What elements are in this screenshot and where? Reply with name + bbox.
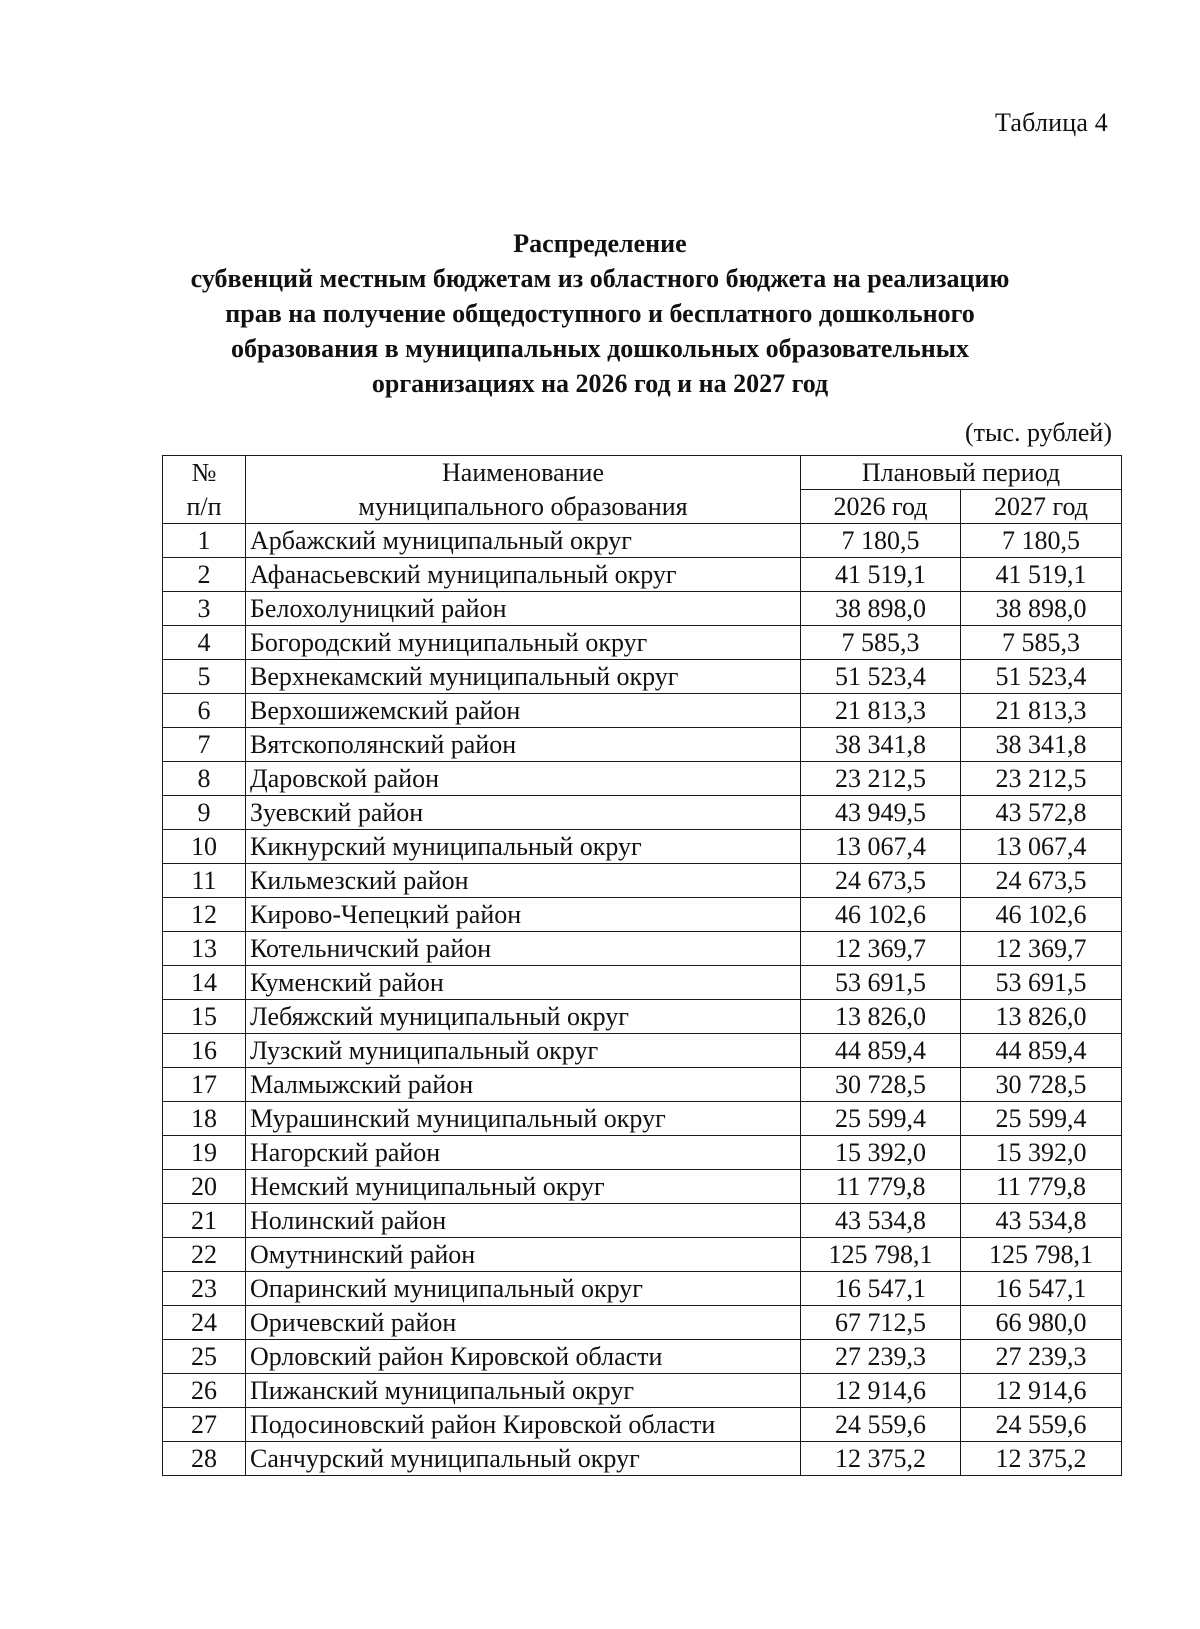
- table-row: [163, 1068, 1122, 1102]
- table-row: [163, 864, 1122, 898]
- municipality-name: Вятскополянский район: [246, 728, 801, 762]
- value-2027: 46 102,6: [961, 898, 1122, 932]
- table-row: [163, 1170, 1122, 1204]
- row-number: 10: [163, 830, 246, 864]
- municipality-name: Орловский район Кировской области: [246, 1340, 801, 1374]
- table-row: [163, 558, 1122, 592]
- value-2026: 46 102,6: [801, 898, 961, 932]
- municipality-name: Малмыжский район: [246, 1068, 801, 1102]
- value-2027: 44 859,4: [961, 1034, 1122, 1068]
- value-2027: 38 898,0: [961, 592, 1122, 626]
- header-year-2026: 2026 год: [801, 490, 961, 524]
- row-number: 24: [163, 1306, 246, 1340]
- value-2027: 24 559,6: [961, 1408, 1122, 1442]
- header-year-2027: 2027 год: [961, 490, 1122, 524]
- municipality-name: Даровской район: [246, 762, 801, 796]
- table-row: [163, 1204, 1122, 1238]
- municipality-name: Белохолуницкий район: [246, 592, 801, 626]
- value-2027: 43 534,8: [961, 1204, 1122, 1238]
- table-body: [163, 524, 1122, 1476]
- value-2026: 38 898,0: [801, 592, 961, 626]
- value-2026: 23 212,5: [801, 762, 961, 796]
- table-row: [163, 1374, 1122, 1408]
- row-number: 23: [163, 1272, 246, 1306]
- table-row: [163, 1408, 1122, 1442]
- value-2027: 38 341,8: [961, 728, 1122, 762]
- value-2027: 41 519,1: [961, 558, 1122, 592]
- municipality-name: Нагорский район: [246, 1136, 801, 1170]
- value-2026: 27 239,3: [801, 1340, 961, 1374]
- table-row: [163, 694, 1122, 728]
- row-number: 1: [163, 524, 246, 558]
- value-2026: 21 813,3: [801, 694, 961, 728]
- value-2027: 15 392,0: [961, 1136, 1122, 1170]
- municipality-name: Подосиновский район Кировской области: [246, 1408, 801, 1442]
- value-2026: 125 798,1: [801, 1238, 961, 1272]
- municipality-name: Верхнекамский муниципальный округ: [246, 660, 801, 694]
- value-2026: 67 712,5: [801, 1306, 961, 1340]
- table-row: [163, 592, 1122, 626]
- units-label: (тыс. рублей): [964, 418, 1112, 447]
- table-row: [163, 762, 1122, 796]
- row-number: 18: [163, 1102, 246, 1136]
- row-number: 25: [163, 1340, 246, 1374]
- value-2027: 51 523,4: [961, 660, 1122, 694]
- title-line: организациях на 2026 год и на 2027 год: [371, 369, 829, 398]
- value-2026: 51 523,4: [801, 660, 961, 694]
- table-row: [163, 1102, 1122, 1136]
- row-number: 2: [163, 558, 246, 592]
- value-2027: 30 728,5: [961, 1068, 1122, 1102]
- row-number: 21: [163, 1204, 246, 1238]
- municipality-name: Омутнинский район: [246, 1238, 801, 1272]
- municipality-name: Кильмезский район: [246, 864, 801, 898]
- value-2026: 12 369,7: [801, 932, 961, 966]
- municipality-name: Нолинский район: [246, 1204, 801, 1238]
- row-number: 7: [163, 728, 246, 762]
- table-row: [163, 1000, 1122, 1034]
- value-2026: 25 599,4: [801, 1102, 961, 1136]
- value-2027: 53 691,5: [961, 966, 1122, 1000]
- value-2026: 53 691,5: [801, 966, 961, 1000]
- value-2027: 11 779,8: [961, 1170, 1122, 1204]
- value-2026: 12 375,2: [801, 1442, 961, 1476]
- table-row: [163, 626, 1122, 660]
- table-row: [163, 966, 1122, 1000]
- header-number-line2: п/п: [163, 490, 246, 524]
- row-number: 28: [163, 1442, 246, 1476]
- header-name-line2: муниципального образования: [246, 490, 801, 524]
- table-row: [163, 796, 1122, 830]
- table-row: [163, 1340, 1122, 1374]
- row-number: 22: [163, 1238, 246, 1272]
- municipality-name: Мурашинский муниципальный округ: [246, 1102, 801, 1136]
- value-2026: 44 859,4: [801, 1034, 961, 1068]
- value-2026: 30 728,5: [801, 1068, 961, 1102]
- municipality-name: Пижанский муниципальный округ: [246, 1374, 801, 1408]
- table-row: [163, 830, 1122, 864]
- municipality-name: Лузский муниципальный округ: [246, 1034, 801, 1068]
- table-row: [163, 524, 1122, 558]
- municipality-name: Оричевский район: [246, 1306, 801, 1340]
- table-row: [163, 1442, 1122, 1476]
- row-number: 5: [163, 660, 246, 694]
- municipality-name: Котельничский район: [246, 932, 801, 966]
- title-line: прав на получение общедоступного и бесплатного дошкольного: [225, 299, 975, 328]
- municipality-name: Немский муниципальный округ: [246, 1170, 801, 1204]
- row-number: 6: [163, 694, 246, 728]
- table-row: [163, 728, 1122, 762]
- value-2026: 24 559,6: [801, 1408, 961, 1442]
- municipality-name: Кикнурский муниципальный округ: [246, 830, 801, 864]
- value-2026: 13 067,4: [801, 830, 961, 864]
- table-row: [163, 898, 1122, 932]
- row-number: 12: [163, 898, 246, 932]
- row-number: 3: [163, 592, 246, 626]
- row-number: 8: [163, 762, 246, 796]
- municipality-name: Зуевский район: [246, 796, 801, 830]
- table-row: [163, 1238, 1122, 1272]
- value-2026: 24 673,5: [801, 864, 961, 898]
- table-row: [163, 1136, 1122, 1170]
- value-2026: 7 585,3: [801, 626, 961, 660]
- table-number-label: Таблица 4: [995, 108, 1108, 137]
- municipality-name: Верхошижемский район: [246, 694, 801, 728]
- municipality-name: Санчурский муниципальный округ: [246, 1442, 801, 1476]
- value-2027: 27 239,3: [961, 1340, 1122, 1374]
- title-line: субвенций местным бюджетам из областного бюджета на реализацию: [190, 264, 1010, 293]
- row-number: 9: [163, 796, 246, 830]
- value-2027: 24 673,5: [961, 864, 1122, 898]
- value-2026: 15 392,0: [801, 1136, 961, 1170]
- municipality-name: Богородский муниципальный округ: [246, 626, 801, 660]
- row-number: 19: [163, 1136, 246, 1170]
- row-number: 11: [163, 864, 246, 898]
- value-2027: 13 067,4: [961, 830, 1122, 864]
- table-row: [163, 1306, 1122, 1340]
- value-2027: 12 375,2: [961, 1442, 1122, 1476]
- table-row: [163, 660, 1122, 694]
- value-2027: 125 798,1: [961, 1238, 1122, 1272]
- row-number: 14: [163, 966, 246, 1000]
- municipality-name: Кирово-Чепецкий район: [246, 898, 801, 932]
- municipality-name: Афанасьевский муниципальный округ: [246, 558, 801, 592]
- row-number: 20: [163, 1170, 246, 1204]
- municipality-name: Куменский район: [246, 966, 801, 1000]
- value-2027: 12 914,6: [961, 1374, 1122, 1408]
- municipality-name: Арбажский муниципальный округ: [246, 524, 801, 558]
- value-2027: 13 826,0: [961, 1000, 1122, 1034]
- document-title: [150, 226, 1050, 401]
- value-2027: 12 369,7: [961, 932, 1122, 966]
- row-number: 17: [163, 1068, 246, 1102]
- value-2027: 7 180,5: [961, 524, 1122, 558]
- row-number: 15: [163, 1000, 246, 1034]
- value-2027: 66 980,0: [961, 1306, 1122, 1340]
- value-2027: 7 585,3: [961, 626, 1122, 660]
- header-planning-period: Плановый период: [801, 456, 1122, 490]
- row-number: 4: [163, 626, 246, 660]
- title-line: образования в муниципальных дошкольных образовательных: [230, 334, 970, 363]
- header-number-line1: №: [163, 456, 246, 490]
- row-number: 16: [163, 1034, 246, 1068]
- value-2026: 11 779,8: [801, 1170, 961, 1204]
- title-line: Распределение: [513, 229, 687, 258]
- value-2026: 13 826,0: [801, 1000, 961, 1034]
- municipality-name: Опаринский муниципальный округ: [246, 1272, 801, 1306]
- municipality-name: Лебяжский муниципальный округ: [246, 1000, 801, 1034]
- value-2026: 38 341,8: [801, 728, 961, 762]
- value-2026: 41 519,1: [801, 558, 961, 592]
- value-2026: 7 180,5: [801, 524, 961, 558]
- value-2026: 43 949,5: [801, 796, 961, 830]
- table-row: [163, 1272, 1122, 1306]
- value-2027: 23 212,5: [961, 762, 1122, 796]
- value-2027: 21 813,3: [961, 694, 1122, 728]
- value-2027: 16 547,1: [961, 1272, 1122, 1306]
- table-row: [163, 932, 1122, 966]
- row-number: 26: [163, 1374, 246, 1408]
- value-2026: 12 914,6: [801, 1374, 961, 1408]
- subvention-table: [162, 455, 1122, 1476]
- value-2027: 25 599,4: [961, 1102, 1122, 1136]
- row-number: 13: [163, 932, 246, 966]
- value-2027: 43 572,8: [961, 796, 1122, 830]
- value-2026: 16 547,1: [801, 1272, 961, 1306]
- row-number: 27: [163, 1408, 246, 1442]
- table-row: [163, 1034, 1122, 1068]
- header-name-line1: Наименование: [246, 456, 801, 490]
- value-2026: 43 534,8: [801, 1204, 961, 1238]
